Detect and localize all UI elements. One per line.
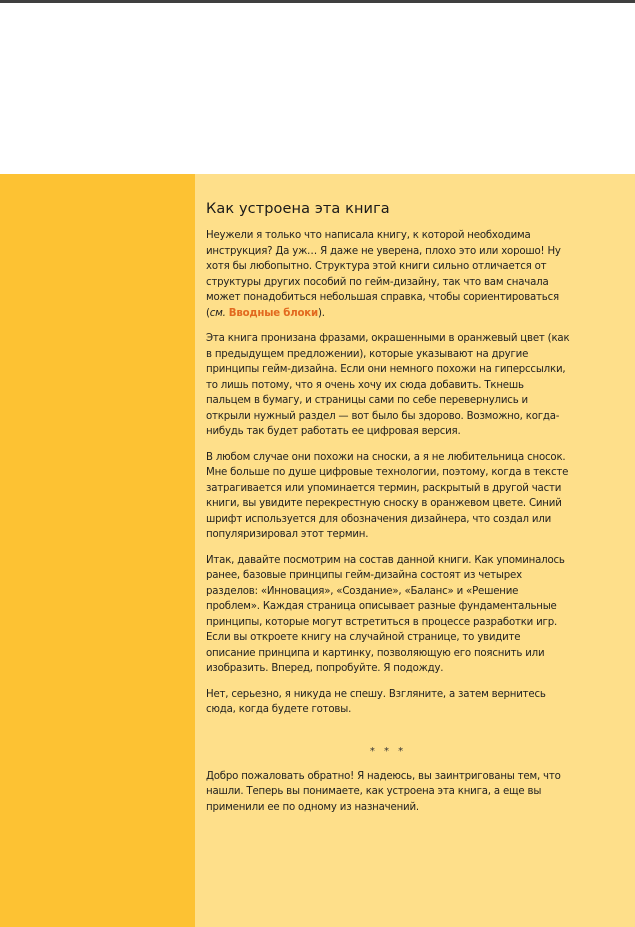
paragraph-3: В любом случае они похожи на сноски, а я не любительница сносок. Мне больше по душе цифровые технологии, поэтому, когда в тексте затрагивается или упоминается термин, раскрытый в другой части книги, вы увидите перекрестную сноску в оранжевом цвете. Синий шрифт используется для обозначения дизайнера, что создал или популяризировал этот термин.	[206, 451, 569, 540]
paragraph-6: Добро пожаловать обратно! Я надеюсь, вы заинтригованы тем, что нашли. Теперь вы понимаете, как устроена эта книга, а еще вы применили ее по одному из назначений.	[206, 770, 561, 813]
top-border	[0, 0, 635, 3]
paragraph-4: Итак, давайте посмотрим на состав данной книги. Как упоминалось ранее, базовые принципы гейм-дизайна состоят из четырех разделов: «Инновация», «Создание», «Баланс» и «Решение проблем». Каждая страница описывает разные фундаментальные принципы, которые могут встретиться в процессе разработки игр. Если вы откроете книгу на случайной странице, то увидите описание принципа и картинку, позволяющую его пояснить или изобразить. Вперед, попробуйте. Я подожду.	[206, 554, 565, 674]
paragraph-1-end: ).	[317, 307, 325, 319]
left-color-strip	[0, 174, 195, 927]
text-column	[206, 198, 570, 825]
paragraph-5: Нет, серьезно, я никуда не спешу. Взгляните, а затем вернитесь сюда, когда будете готовы.	[206, 688, 546, 715]
paragraph-1-text: Неужели я только что написала книгу, к которой необходима инструкция? Да уж… Я даже не уверена, плохо это или хорошо! Ну хотя бы любопытно. Структура этой книги сильно отличается от структуры других пособий по гейм-дизайну, так что вам сначала может понадобиться небольшая справка, чтобы сориентироваться (	[206, 230, 561, 319]
section-separator: * * *	[369, 745, 407, 757]
paragraph-2: Эта книга пронизана фразами, окрашенными в оранжевый цвет (как в предыдущем предложении), которые указывают на другие принципы гейм-дизайна. Если они немного похожи на гиперссылки, то лишь потому, что я очень хочу их сюда добавить. Ткнешь пальцем в бумагу, и страницы сами по себе перевернулись и открыли нужный раздел — вот было бы здорово. Возможно, когда-нибудь так будет работать ее цифровая версия.	[206, 333, 570, 437]
paragraph-1	[206, 228, 570, 321]
see-reference: см.	[209, 307, 226, 319]
section-title: Как устроена эта книга	[206, 201, 390, 217]
cross-reference-link[interactable]: Вводные блоки	[228, 307, 318, 319]
